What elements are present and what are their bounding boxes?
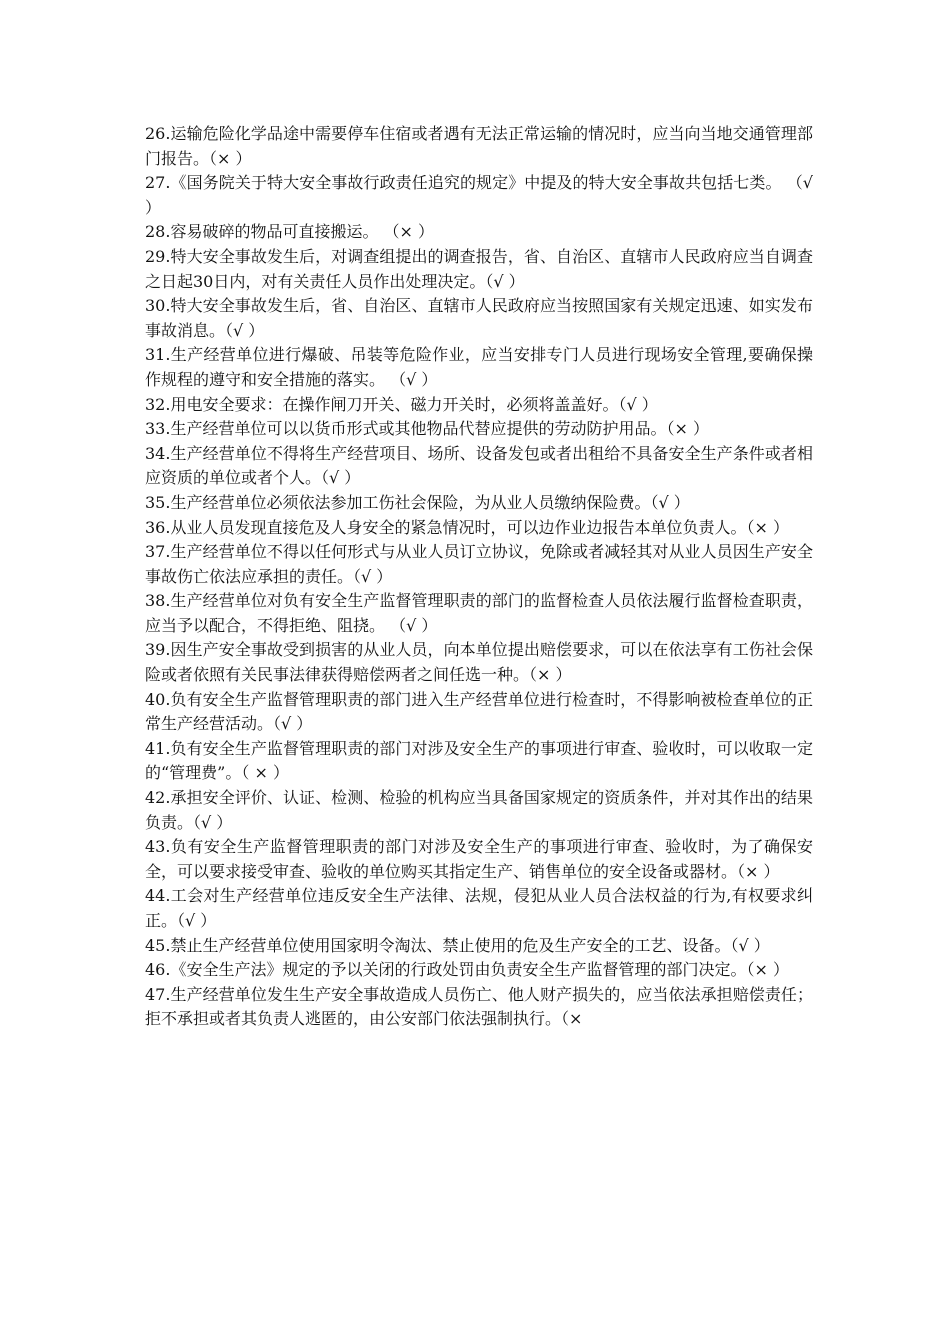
question-text: 因生产安全事故受到损害的从业人员，向本单位提出赔偿要求，可以在依法享有工伤社会保险或者依照有关民事法律获得赔偿两者之间任选一种。（× ） <box>145 640 813 685</box>
question-number: 47. <box>145 984 171 1004</box>
question-item <box>145 245 813 294</box>
question-number: 29. <box>145 246 171 266</box>
question-item <box>145 786 813 835</box>
question-text: 负有安全生产监督管理职责的部门进入生产经营单位进行检查时，不得影响被检查单位的正常生产经营活动。（√ ） <box>145 689 813 734</box>
question-text: 生产经营单位可以以货币形式或其他物品代替应提供的劳动防护用品。（× ） <box>170 419 709 439</box>
question-number: 38. <box>145 591 171 611</box>
question-number: 35. <box>145 492 171 512</box>
question-number: 44. <box>145 886 171 906</box>
question-item <box>145 491 813 516</box>
question-text: 承担安全评价、认证、检测、检验的机构应当具备国家规定的资质条件，并对其作出的结果负责。（√ ） <box>145 788 813 832</box>
question-item <box>145 835 813 884</box>
question-item <box>145 171 813 220</box>
question-text: 生产经营单位对负有安全生产监督管理职责的部门的监督检查人员依法履行监督检查职责，应当予以配合，不得拒绝、阻挠。 （√ ） <box>145 591 813 635</box>
question-item <box>145 638 813 687</box>
question-item <box>145 688 813 737</box>
question-text: 禁止生产经营单位使用国家明令淘汰、禁止使用的危及生产安全的工艺、设备。（√ ） <box>170 935 770 955</box>
question-item <box>145 122 813 171</box>
question-text: 生产经营单位发生生产安全事故造成人员伤亡、他人财产损失的，应当依法承担赔偿责任；拒不承担或者其负责人逃匿的，由公安部门依法强制执行。（× <box>145 984 813 1029</box>
question-text: 负有安全生产监督管理职责的部门对涉及安全生产的事项进行审查、验收时，可以收取一定的“管理费”。（ × ） <box>145 738 813 783</box>
question-number: 37. <box>145 542 171 562</box>
question-text: 容易破碎的物品可直接搬运。 （× ） <box>170 222 435 242</box>
question-item <box>145 294 813 343</box>
question-text: 用电安全要求：在操作闸刀开关、磁力开关时，必须将盖盖好。（√ ） <box>170 394 658 414</box>
question-number: 30. <box>145 296 171 316</box>
question-number: 33. <box>145 419 171 439</box>
question-text: 特大安全事故发生后，省、自治区、直辖市人民政府应当按照国家有关规定迅速、如实发布事故消息。（√ ） <box>145 296 813 340</box>
question-number: 27. <box>145 173 171 193</box>
question-number: 41. <box>145 738 171 758</box>
question-text: 从业人员发现直接危及人身安全的紧急情况时，可以边作业边报告本单位负责人。（× ） <box>170 517 789 537</box>
question-item <box>145 343 813 392</box>
question-item <box>145 983 813 1032</box>
question-number: 46. <box>145 960 171 980</box>
question-text: 工会对生产经营单位违反安全生产法律、法规，侵犯从业人员合法权益的行为,有权要求纠正。（√ ） <box>145 886 813 930</box>
question-number: 39. <box>145 640 171 660</box>
question-text: 特大安全事故发生后，对调查组提出的调查报告，省、自治区、直辖市人民政府应当自调查之日起30日内，对有关责任人员作出处理决定。（√ ） <box>145 246 813 291</box>
question-item <box>145 220 813 245</box>
question-list <box>145 122 813 1032</box>
question-text: 生产经营单位进行爆破、吊装等危险作业，应当安排专门人员进行现场安全管理,要确保操作规程的遵守和安全措施的落实。 （√ ） <box>145 345 813 389</box>
question-item <box>145 737 813 786</box>
question-text: 《国务院关于特大安全事故行政责任追究的规定》中提及的特大安全事故共包括七类。 （√ ） <box>145 173 813 217</box>
question-text: 《安全生产法》规定的予以关闭的行政处罚由负责安全生产监督管理的部门决定。（× ） <box>170 960 789 980</box>
question-item <box>145 958 813 983</box>
question-number: 43. <box>145 837 171 857</box>
question-number: 40. <box>145 689 171 709</box>
question-number: 32. <box>145 394 171 414</box>
question-item <box>145 540 813 589</box>
question-item <box>145 417 813 442</box>
question-number: 34. <box>145 443 171 463</box>
question-number: 42. <box>145 788 171 808</box>
question-item <box>145 934 813 959</box>
question-number: 28. <box>145 222 171 242</box>
question-item <box>145 589 813 638</box>
question-item <box>145 884 813 933</box>
question-item <box>145 393 813 418</box>
question-number: 26. <box>145 124 171 143</box>
question-item <box>145 516 813 541</box>
question-text: 生产经营单位必须依法参加工伤社会保险，为从业人员缴纳保险费。（√ ） <box>170 492 690 512</box>
question-text: 负有安全生产监督管理职责的部门对涉及安全生产的事项进行审查、验收时，为了确保安全，可以要求接受审查、验收的单位购买其指定生产、销售单位的安全设备或器材。（× ） <box>145 837 813 881</box>
question-number: 31. <box>145 345 171 365</box>
question-text: 运输危险化学品途中需要停车住宿或者遇有无法正常运输的情况时，应当向当地交通管理部门报告。（× ） <box>145 124 813 168</box>
question-number: 45. <box>145 935 171 955</box>
question-text: 生产经营单位不得以任何形式与从业人员订立协议，免除或者减轻其对从业人员因生产安全事故伤亡依法应承担的责任。（√ ） <box>145 542 813 586</box>
question-item <box>145 442 813 491</box>
question-text: 生产经营单位不得将生产经营项目、场所、设备发包或者出租给不具备安全生产条件或者相应资质的单位或者个人。（√ ） <box>145 443 813 488</box>
question-number: 36. <box>145 517 171 537</box>
